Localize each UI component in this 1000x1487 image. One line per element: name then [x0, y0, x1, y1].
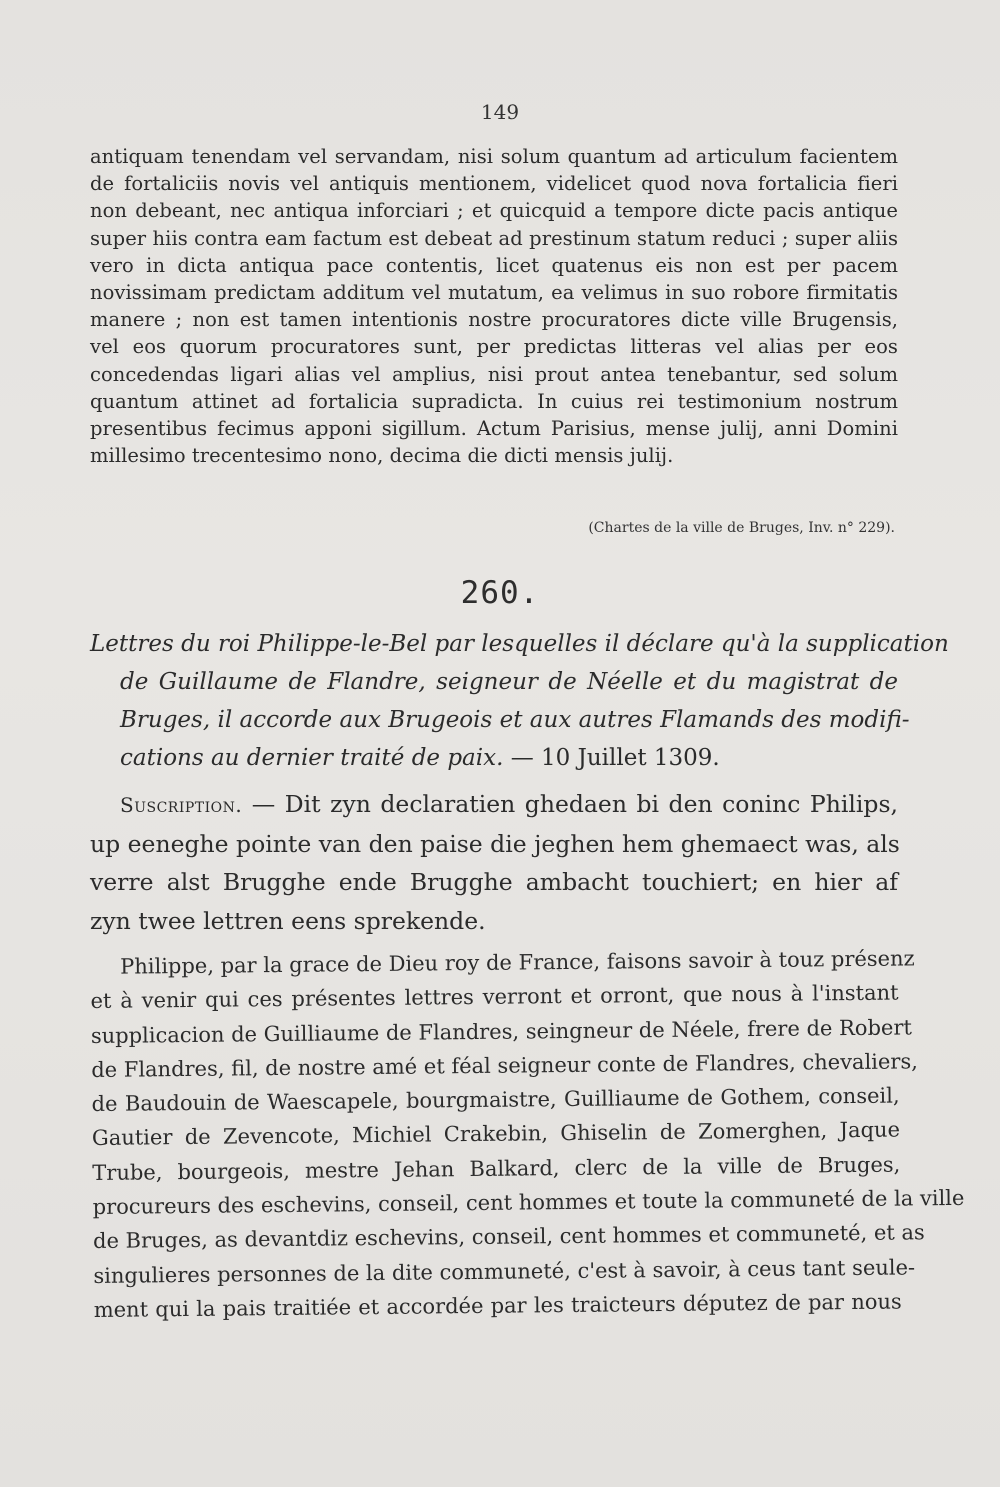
- title-line: de Guillaume de Flandre, seigneur de Néelle et du magistrat de: [120, 669, 898, 695]
- suscription-line: up eeneghe pointe van den paise die jeghen hem ghemaect was, als: [90, 829, 900, 858]
- text-line: de Baudouin de Waescapele, bourgmaistre, Guilliaume de Gothem, conseil,: [91, 1083, 900, 1117]
- text-line: procureurs des eschevins, conseil, cent hommes et toute la communeté de la ville: [92, 1185, 965, 1220]
- source-citation: (Chartes de la ville de Bruges, Inv. n° 229).: [588, 520, 895, 536]
- text-line: super hiis contra eam factum est debeat ad prestinum statum reduci ; super aliis: [90, 226, 898, 250]
- text-line: et à venir qui ces présentes lettres verront et orront, que nous à l'instant: [90, 980, 899, 1014]
- suscription-paragraph: [90, 785, 898, 940]
- text-line: Philippe, par la grace de Dieu roy de France, faisons savoir à touz présenz: [120, 946, 915, 979]
- page-number: 149: [480, 100, 520, 124]
- text-line: millesimo trecentesimo nono, decima die dicti mensis julij.: [90, 444, 674, 468]
- text-line: supplicacion de Guilliaume de Flandres, seingneur de Néele, frere de Robert: [90, 1014, 912, 1048]
- title-date: — 10 Juillet 1309.: [510, 745, 720, 771]
- text-line: de Flandres, fil, de nostre amé et féal seigneur conte de Flandres, chevaliers,: [91, 1049, 918, 1082]
- text-line: Gautier de Zevencote, Michiel Crakebin, Ghiselin de Zomerghen, Jaque: [91, 1118, 901, 1151]
- text-line: singulieres personnes de la dite communeté, c'est à savoir, à ceus tant seule-: [93, 1255, 916, 1288]
- text-line: vero in dicta antiqua pace contentis, licet quatenus eis non est per pacem: [90, 253, 898, 277]
- text-line: concedendas ligari alias vel amplius, nisi prout antea tenebantur, sed solum: [90, 362, 898, 386]
- text-line: novissimam predictam additum vel mutatum, ea velimus in suo robore firmitatis: [90, 281, 898, 305]
- suscription-line: zyn twee lettren eens sprekende.: [90, 906, 486, 935]
- text-line: quantum attinet ad fortalicia supradicta. In cuius rei testimonium nostrum: [90, 389, 898, 413]
- latin-charter-text: [90, 143, 898, 469]
- suscription-first-line: [90, 785, 898, 825]
- suscription-line: verre alst Brugghe ende Brugghe ambacht touchiert; en hier af: [90, 868, 898, 896]
- text-line: antiquam tenendam vel servandam, nisi solum quantum ad articulum facientem: [90, 145, 898, 168]
- french-letter-text: [90, 942, 965, 1328]
- title-line: Lettres du roi Philippe-le-Bel par lesquelles il déclare qu'à la supplication: [90, 631, 949, 657]
- text-line: ment qui la pais traitiée et accordée par les traicteurs députez de par nous: [93, 1289, 902, 1322]
- text-line: manere ; non est tamen intentionis nostre procuratores dicte ville Brugensis,: [90, 308, 898, 332]
- title-line-with-date: [90, 739, 898, 777]
- text-line: Trube, bourgeois, mestre Jehan Balkard, clerc de la ville de Bruges,: [92, 1152, 901, 1185]
- text-line: de fortaliciis novis vel antiquis mentionem, videlicet quod nova fortalicia fieri: [90, 172, 898, 196]
- document-title: [90, 625, 949, 777]
- text-line: de Bruges, as devantdiz eschevins, conseil, cent hommes et communeté, et as: [92, 1220, 925, 1254]
- text-line: non debeant, nec antiqua inforciari ; et quicquid a tempore dicte pacis antique: [90, 199, 898, 223]
- text-line: presentibus fecimus apponi sigillum. Actum Parisius, mense julij, anni Domini: [90, 417, 898, 441]
- text-line: vel eos quorum procuratores sunt, per predictas litteras vel alias per eos: [90, 335, 898, 359]
- title-line: Bruges, il accorde aux Brugeois et aux autres Flamands des modifi-: [120, 707, 910, 733]
- suscription-line: — Dit zyn declaratien ghedaen bi den coninc Philips,: [251, 790, 898, 818]
- document-number: 260.: [460, 575, 540, 611]
- title-line: cations au dernier traité de paix.: [120, 745, 504, 771]
- suscription-label: Suscription.: [120, 793, 243, 817]
